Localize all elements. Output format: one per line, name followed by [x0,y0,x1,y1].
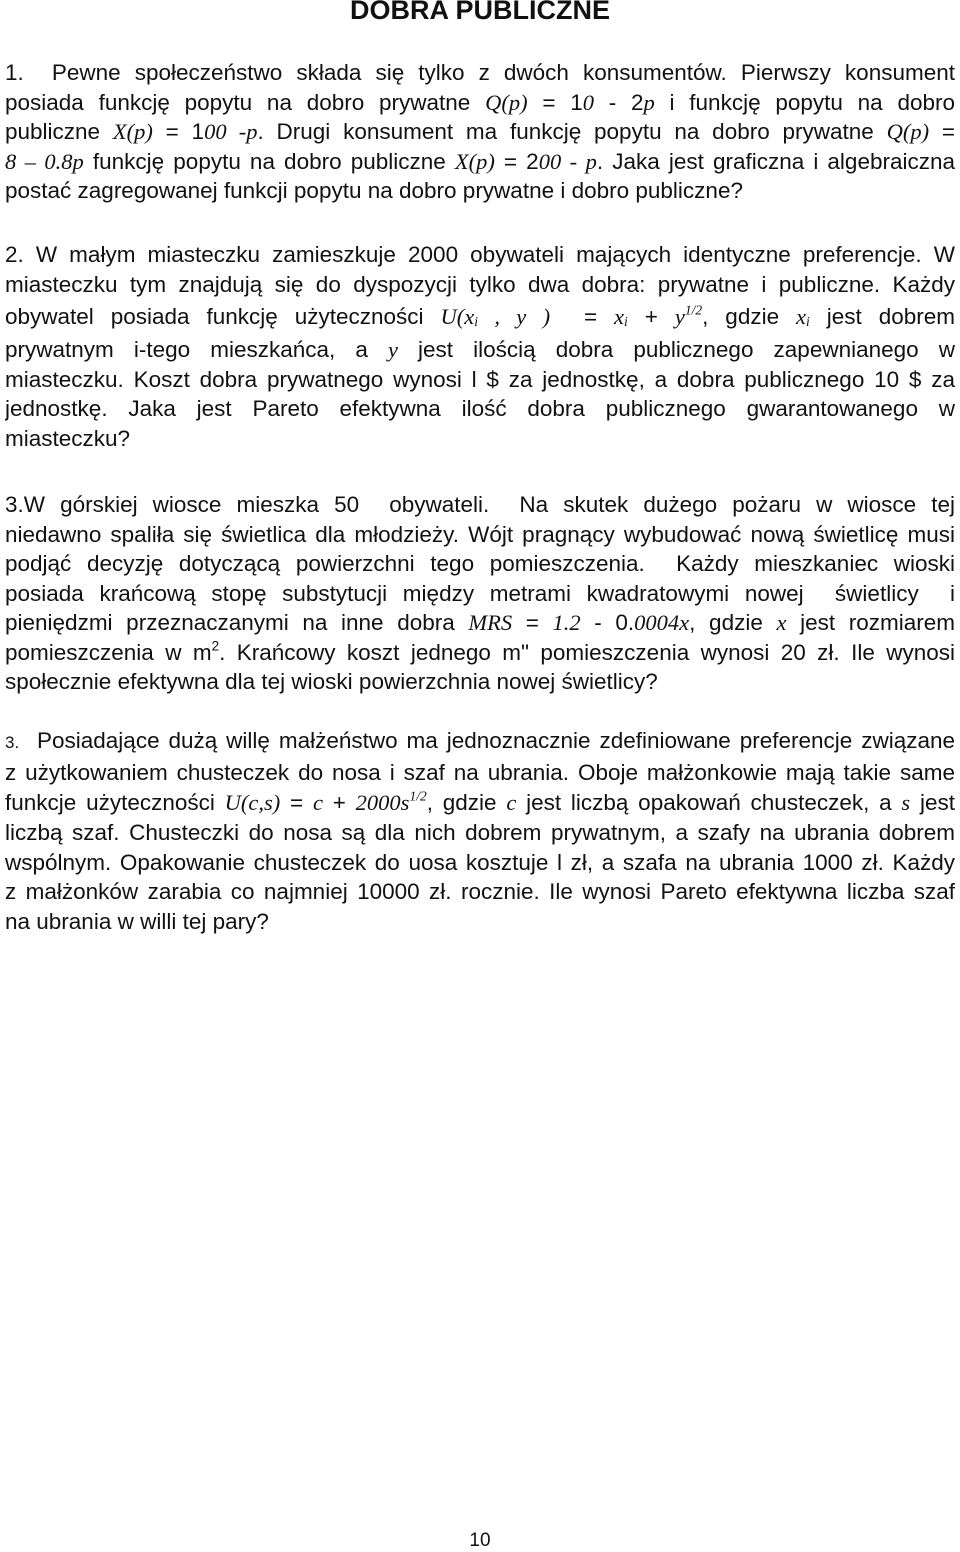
problem-label: 3. [5,733,20,752]
problem-label: 1. [5,60,24,85]
problem-3: 3.W górskiej wiosce mieszka 50 obywateli. Na skutek dużego pożaru w wiosce tej niedawno spaliła się świetlica dla młodzieży. Wójt pragnący wybudować nową świetlicę musi podjąć decyzję dotyczącą powierzchni tego pomieszczenia. Każdy mieszkaniec wioski posiada krańcową stopę substytucji między metrami kwadratowymi nowej świetlicy i pieniędzmi przeznaczanymi na inne dobra MRS = 1.2 - 0.0004x, gdzie x jest rozmiarem pomieszczenia w $m^2$. Krańcowy koszt jednego m" pomieszczenia wynosi 20 zł. Ile wynosi społecznie efektywna dla tej wioski powierzchnia nowej świetlicy? [5,492,955,694]
problem-label: 3. [5,492,24,517]
problem-2: 2. W małym miasteczku zamieszkuje 2000 obywateli mających identyczne preferencje. W miasteczku tym znajdują się do dyspozycji tylko dwa dobra: prywatne i publiczne. Każdy obywatel posiada funkcję użyteczności $U(x_i$ , y ) = $x_i + y^{1/2}$, gdzie $x_i$ jest dobrem prywatnym i-tego mieszkańca, a y jest ilością dobra publicznego zapewnianego w miasteczku. Koszt dobra prywatnego wynosi l $ za jednostkę, a dobra publicznego 10 $ za jednostkę. Jaka jest Pareto efektywna ilość dobra publicznego gwarantowanego w miasteczku? [5,242,955,451]
problem-label: 2. [5,242,24,267]
page-number: 10 [469,1530,491,1551]
page-title: DOBRA PUBLICZNE [350,0,610,25]
problem-4: 3. Posiadające dużą willę małżeństwo ma jednoznacznie zdefiniowane preferencje związane z użytkowaniem chusteczek do nosa i szaf na ubrania. Oboje małżonkowie mają takie same funkcje użyteczności $U(c,s) = c + 2000s^{1/2}$, gdzie c jest liczbą opakowań chusteczek, a s jest liczbą szaf. Chusteczki do nosa są dla nich dobrem prywatnym, a szafy na ubrania dobrem wspólnym. Opakowanie chusteczek do uosa kosztuje l zł, a szafa na ubrania 1000 zł. Każdy z małżonków zarabia co najmniej 10000 zł. rocznie. Ile wynosi Pareto efektywna liczba szaf na ubrania w willi tej pary? [5,728,955,934]
problem-1: 1. Pewne społeczeństwo składa się tylko z dwóch konsumentów. Pierwszy konsument posiada funkcję popytu na dobro prywatne Q(p) = 10 - 2p i funkcję popytu na dobro publiczne X(p) = 100 -p. Drugi konsument ma funkcję popytu na dobro prywatne Q(p) = 8 – 0.8p funkcję popytu na dobro publiczne X(p) = 200 - p. Jaka jest graficzna i algebraiczna postać zagregowanej funkcji popytu na dobro prywatne i dobro publiczne? [5,60,955,203]
